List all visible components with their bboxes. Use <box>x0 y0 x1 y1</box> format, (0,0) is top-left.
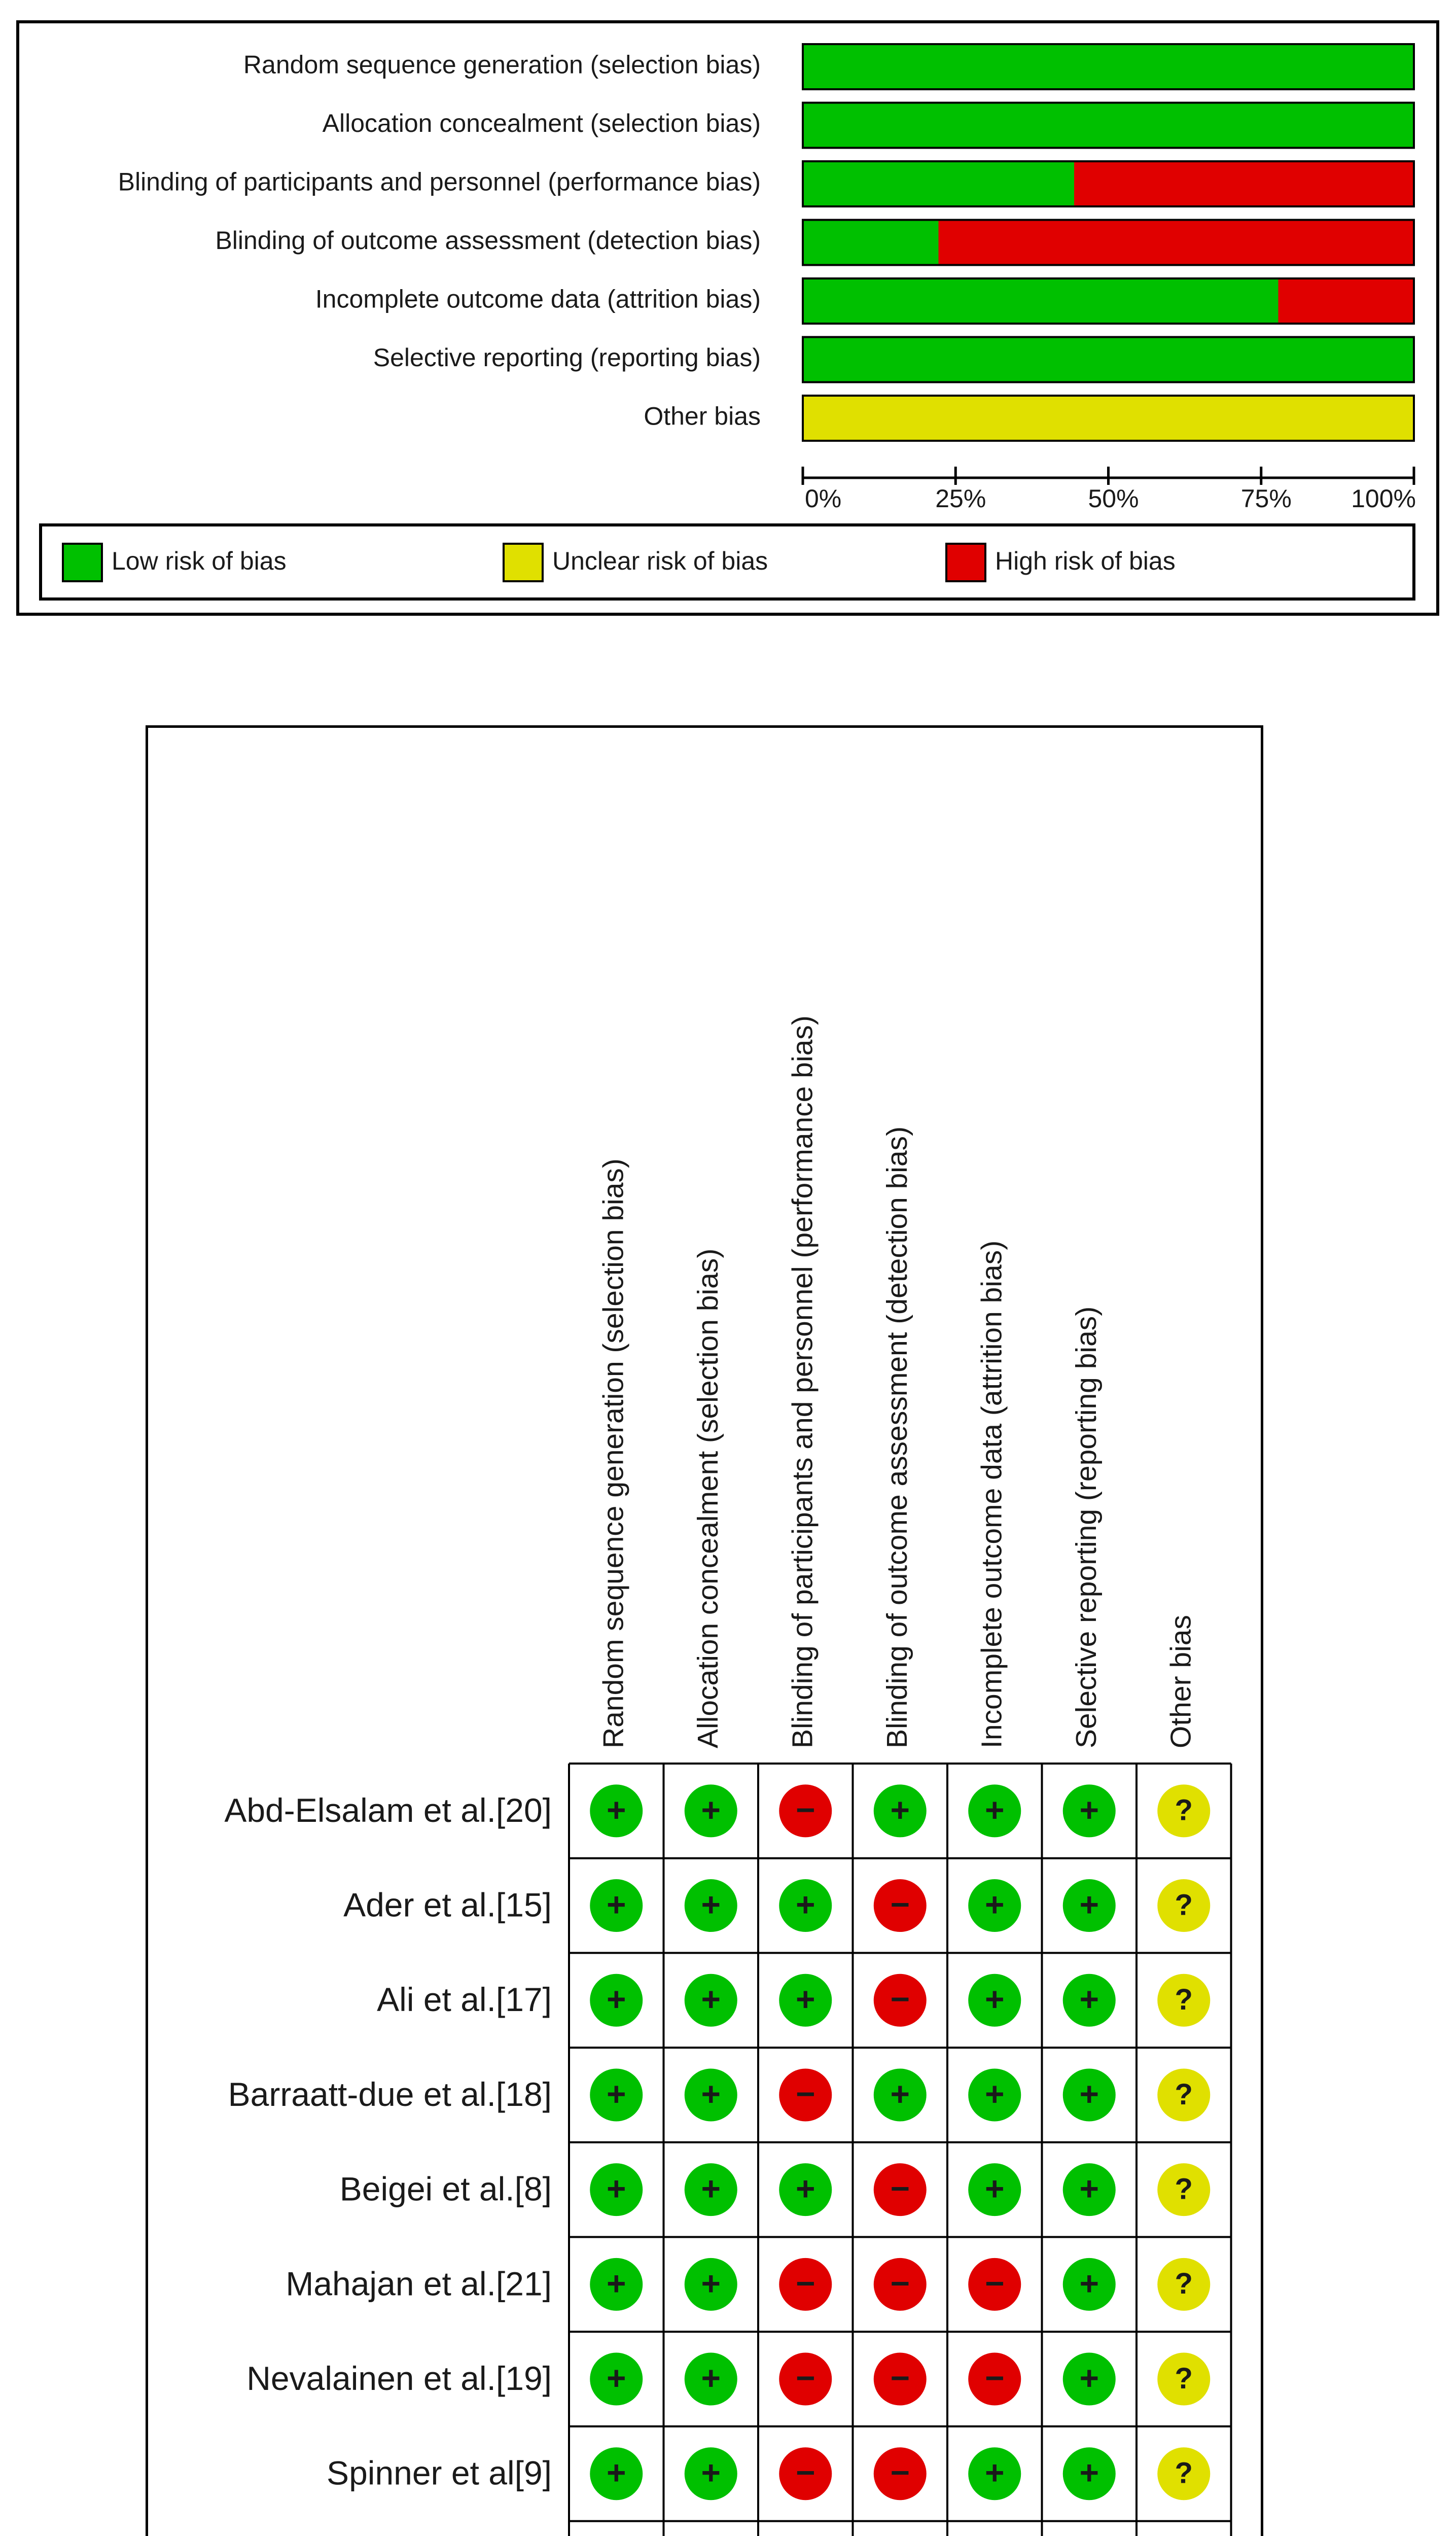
column-header-label: Incomplete outcome data (attrition bias) <box>975 1240 1008 1748</box>
rating-symbol-low: + <box>984 2074 1005 2112</box>
bar-segment-low <box>803 161 1074 206</box>
column-header-label: Selective reporting (reporting bias) <box>1070 1306 1103 1748</box>
study-label: Abd-Elsalam et al.[20] <box>224 1791 552 1829</box>
legend-swatch-high <box>946 544 985 581</box>
legend-label-high: High risk of bias <box>995 547 1176 576</box>
rating-symbol-low: + <box>1079 2453 1099 2491</box>
rating-symbol-low: + <box>1079 1885 1099 1923</box>
rating-symbol-low: + <box>606 2074 626 2112</box>
bar-segment-low <box>803 278 1278 324</box>
study-label: Ali et al.[17] <box>377 1981 552 2019</box>
x-tick-label: 50% <box>1088 484 1139 513</box>
rating-symbol-unclear: ? <box>1175 2172 1193 2206</box>
rating-symbol-low: + <box>1079 1980 1099 2018</box>
rating-symbol-low: + <box>1079 2074 1099 2112</box>
rating-symbol-low: + <box>1079 1790 1099 1828</box>
column-header-label: Blinding of participants and personnel (performance bias) <box>786 1015 819 1748</box>
rating-symbol-low: + <box>795 1885 815 1923</box>
study-label: Barraatt-due et al.[18] <box>228 2075 552 2113</box>
column-header-label: Random sequence generation (selection bias) <box>597 1158 630 1748</box>
rating-symbol-low: + <box>606 1980 626 2018</box>
bar-category-label: Random sequence generation (selection bias) <box>243 50 761 79</box>
bar-category-label: Blinding of outcome assessment (detection bias) <box>215 226 761 255</box>
study-label: Mahajan et al.[21] <box>286 2265 552 2303</box>
rating-symbol-high: − <box>984 2358 1005 2397</box>
rating-symbol-low: + <box>701 2264 721 2302</box>
rating-symbol-low: + <box>1079 2358 1099 2397</box>
rating-symbol-low: + <box>984 1885 1005 1923</box>
rating-symbol-high: − <box>890 2453 910 2491</box>
bar-category-label: Selective reporting (reporting bias) <box>373 343 761 372</box>
rating-symbol-unclear: ? <box>1175 1793 1193 1827</box>
rating-symbol-unclear: ? <box>1175 2077 1193 2111</box>
rating-symbol-high: − <box>795 2453 815 2491</box>
rating-symbol-low: + <box>984 1980 1005 2018</box>
rating-symbol-low: + <box>984 2453 1005 2491</box>
bar-segment-low <box>803 337 1414 382</box>
rating-symbol-low: + <box>1079 2169 1099 2207</box>
rating-symbol-unclear: ? <box>1175 1983 1193 2017</box>
rating-symbol-low: + <box>1079 2264 1099 2302</box>
x-tick-label: 75% <box>1240 484 1292 513</box>
study-label: Beigei et al.[8] <box>339 2170 552 2208</box>
legend-swatch-low <box>63 544 102 581</box>
study-label: Spinner et al[9] <box>327 2454 552 2492</box>
bar-category-label: Allocation concealment (selection bias) <box>322 109 761 138</box>
rating-symbol-low: + <box>701 2074 721 2112</box>
rating-symbol-low: + <box>606 1790 626 1828</box>
bar-category-label: Blinding of participants and personnel (performance bias) <box>118 167 761 196</box>
rating-symbol-low: + <box>701 2169 721 2207</box>
rating-symbol-high: − <box>795 2074 815 2112</box>
column-header-label: Other bias <box>1164 1615 1197 1748</box>
rating-symbol-low: + <box>890 1790 910 1828</box>
bar-segment-high <box>939 220 1414 265</box>
rating-symbol-unclear: ? <box>1175 2267 1193 2301</box>
bar-segment-unclear <box>803 396 1414 441</box>
rating-symbol-low: + <box>606 1885 626 1923</box>
rating-symbol-high: − <box>984 2264 1005 2302</box>
rating-symbol-low: + <box>606 2264 626 2302</box>
study-label: Ader et al.[15] <box>343 1886 552 1924</box>
rating-symbol-low: + <box>606 2169 626 2207</box>
bar-segment-low <box>803 103 1414 148</box>
rating-symbol-low: + <box>701 1790 721 1828</box>
legend-label-low: Low risk of bias <box>112 547 287 576</box>
column-header-label: Blinding of outcome assessment (detection bias) <box>880 1126 913 1748</box>
rating-symbol-high: − <box>890 2264 910 2302</box>
rating-symbol-high: − <box>890 2358 910 2397</box>
x-tick-label: 25% <box>935 484 986 513</box>
rating-symbol-low: + <box>984 2169 1005 2207</box>
rating-symbol-low: + <box>701 2358 721 2397</box>
rating-symbol-low: + <box>795 2169 815 2207</box>
rating-symbol-low: + <box>890 2074 910 2112</box>
rating-symbol-unclear: ? <box>1175 2362 1193 2395</box>
rating-symbol-unclear: ? <box>1175 2456 1193 2490</box>
bar-segment-low <box>803 44 1414 89</box>
rating-symbol-low: + <box>606 2453 626 2491</box>
bar-segment-high <box>1074 161 1414 206</box>
bar-segment-low <box>803 220 939 265</box>
rating-symbol-low: + <box>701 1980 721 2018</box>
x-tick-label: 0% <box>805 484 842 513</box>
rating-symbol-unclear: ? <box>1175 1888 1193 1922</box>
legend-swatch-unclear <box>504 544 543 581</box>
rating-symbol-high: − <box>890 1980 910 2018</box>
bar-segment-high <box>1278 278 1414 324</box>
bar-category-label: Incomplete outcome data (attrition bias) <box>315 285 761 313</box>
column-header-label: Allocation concealment (selection bias) <box>691 1248 724 1748</box>
legend-label-unclear: Unclear risk of bias <box>552 547 768 576</box>
bar-category-label: Other bias <box>644 402 761 431</box>
rating-symbol-low: + <box>606 2358 626 2397</box>
rating-symbol-low: + <box>984 1790 1005 1828</box>
rating-symbol-high: − <box>795 2264 815 2302</box>
rating-symbol-high: − <box>890 2169 910 2207</box>
study-label: Nevalainen et al.[19] <box>246 2359 552 2397</box>
rating-symbol-low: + <box>701 1885 721 1923</box>
rating-symbol-low: + <box>795 1980 815 2018</box>
rating-symbol-high: − <box>890 1885 910 1923</box>
rating-symbol-high: − <box>795 1790 815 1828</box>
rating-symbol-low: + <box>701 2453 721 2491</box>
rating-symbol-high: − <box>795 2358 815 2397</box>
x-tick-label: 100% <box>1351 484 1416 513</box>
